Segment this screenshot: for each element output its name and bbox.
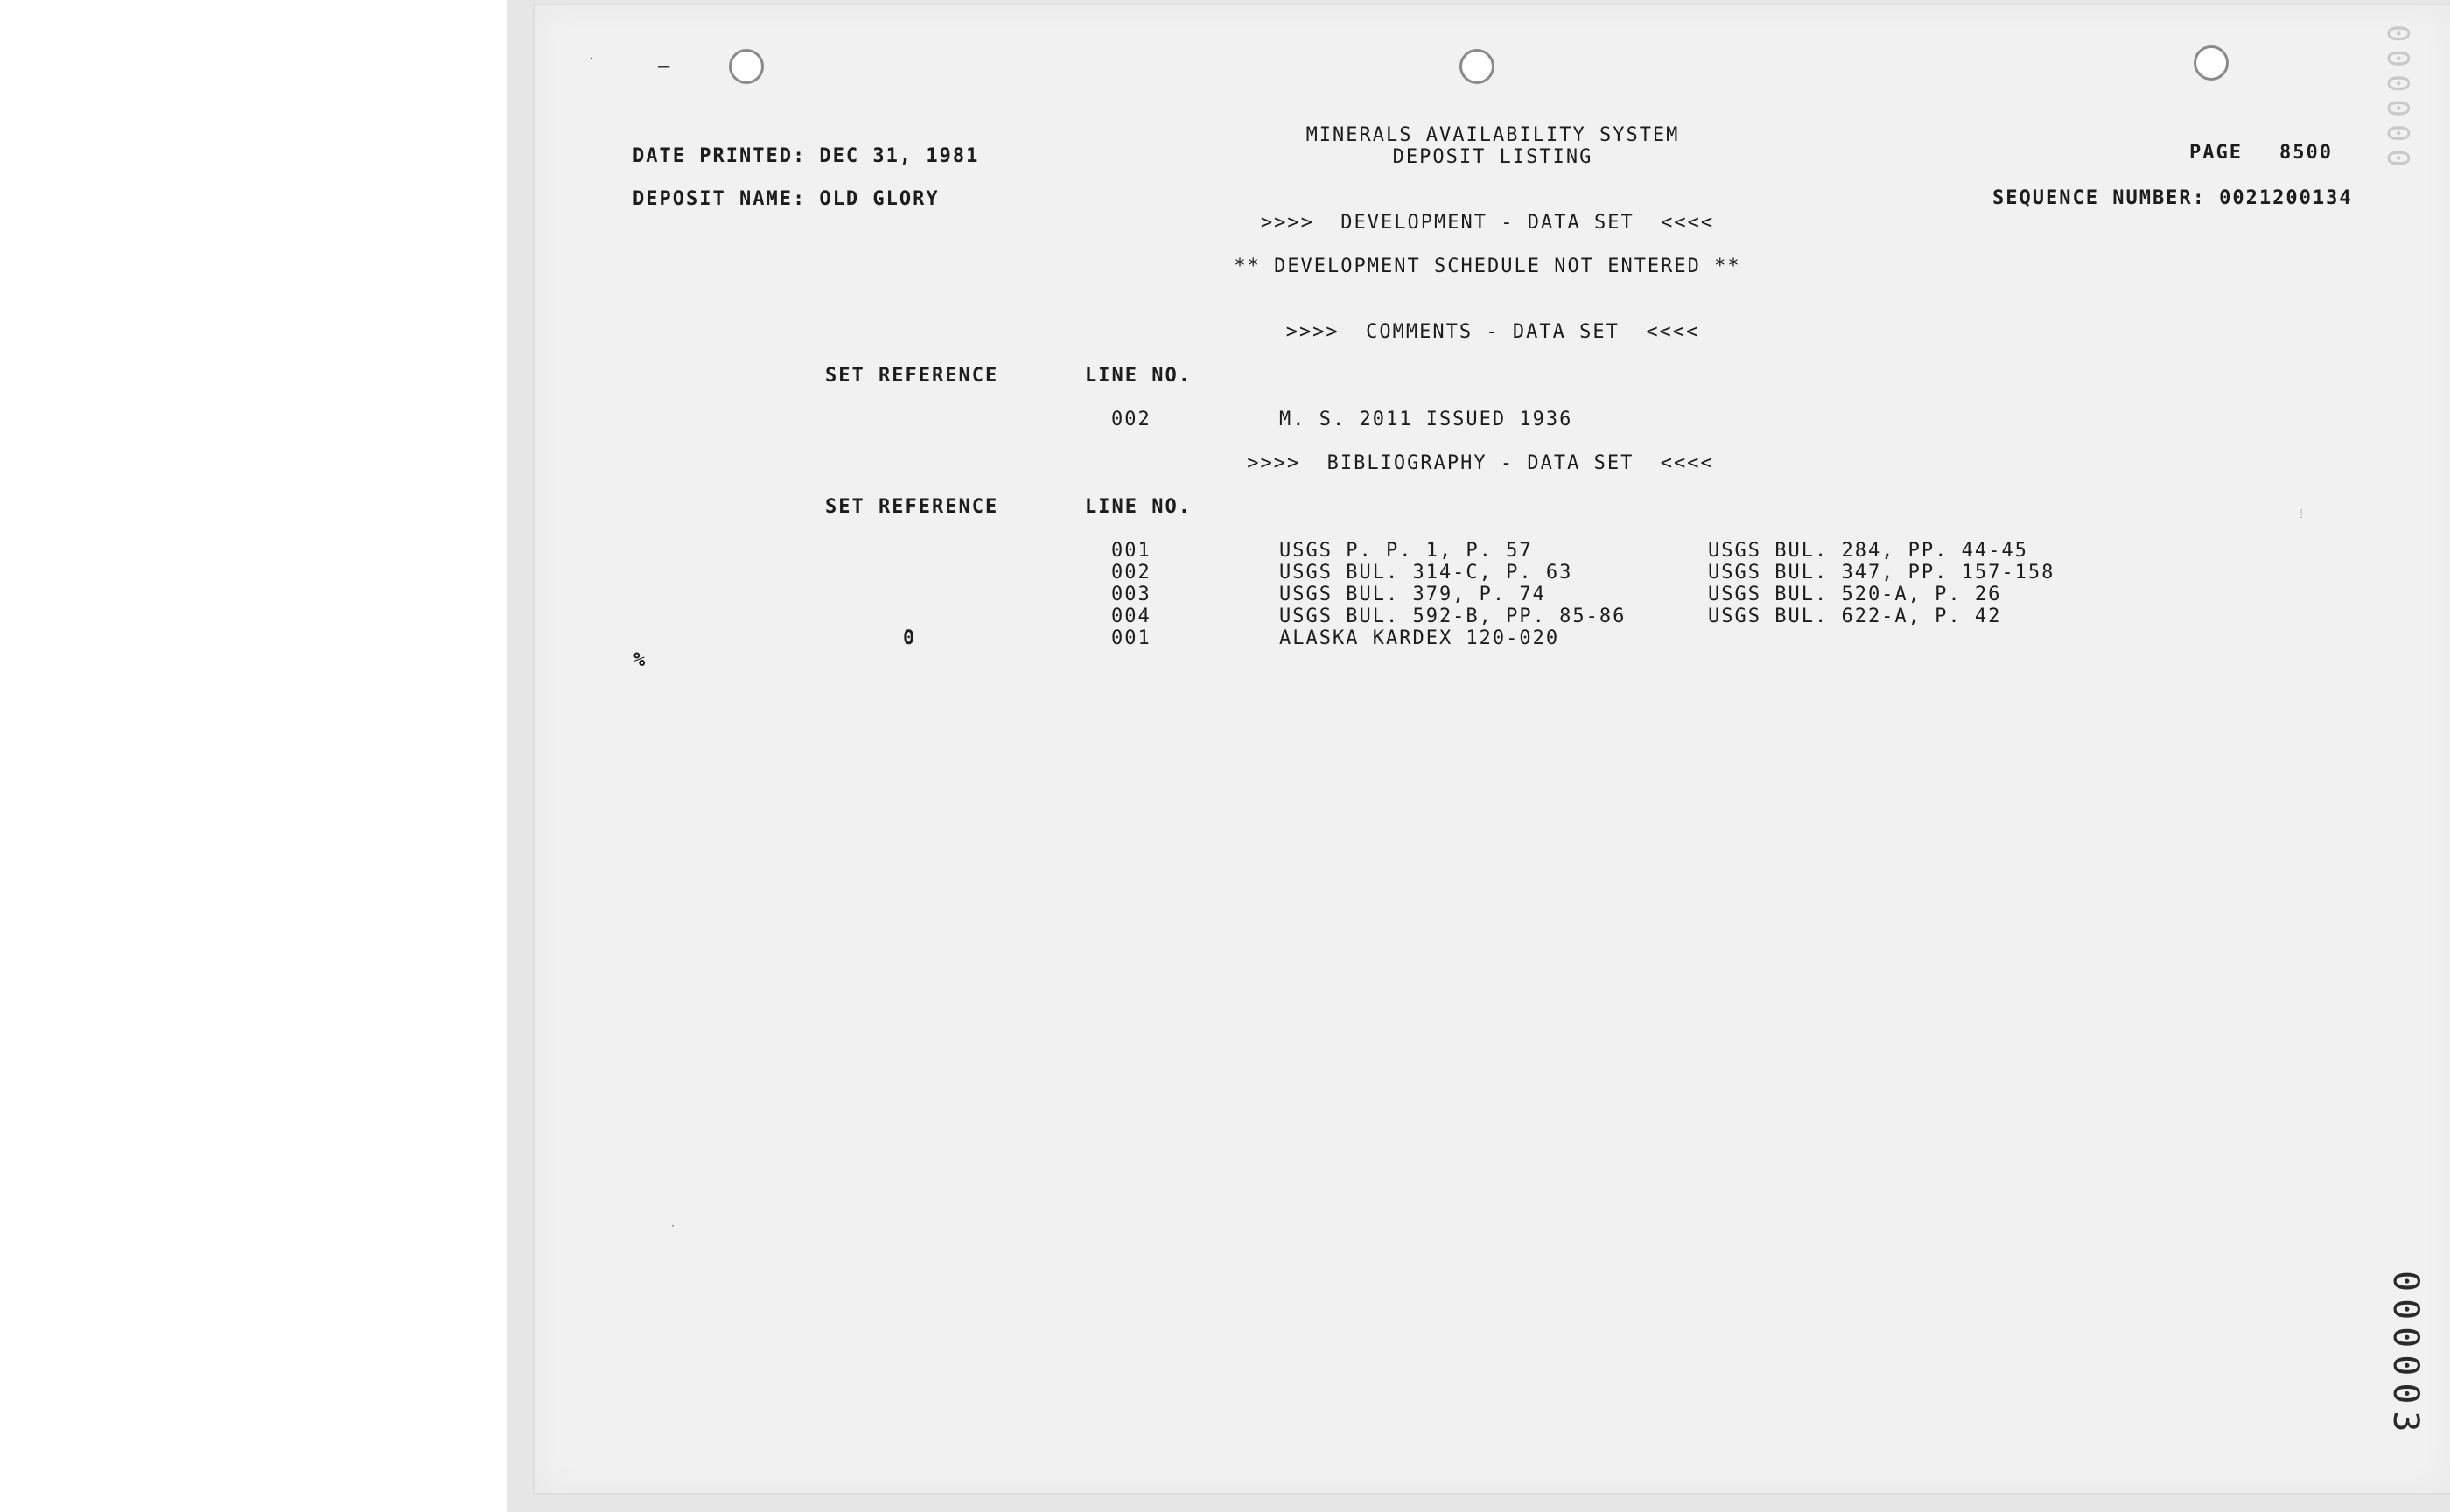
- page-number: 8500: [2279, 142, 2333, 164]
- comments-col-set-reference: SET REFERENCE: [825, 365, 999, 387]
- bib-set-reference: 0: [903, 627, 917, 649]
- scan-speck-3: ⁞: [2298, 508, 2306, 522]
- development-note: ** DEVELOPMENT SCHEDULE NOT ENTERED **: [1234, 256, 1741, 277]
- comments-heading: >>>> COMMENTS - DATA SET <<<<: [1285, 321, 1700, 343]
- bib-line-no: 001: [1111, 540, 1152, 562]
- deposit-name: DEPOSIT NAME: OLD GLORY: [633, 188, 940, 210]
- bib-ref-secondary: USGS BUL. 520-A, P. 26: [1708, 584, 2002, 606]
- comment-line-no: 002: [1111, 409, 1152, 430]
- comments-col-line-no: LINE NO.: [1085, 365, 1192, 387]
- binder-hole-right: [2194, 46, 2229, 80]
- system-title: MINERALS AVAILABILITY SYSTEM: [1306, 124, 1680, 146]
- binder-hole-center: [1460, 49, 1494, 84]
- binder-hole-left: [729, 49, 764, 84]
- bib-line-no: 004: [1111, 606, 1152, 627]
- bibliography-col-set-reference: SET REFERENCE: [825, 496, 999, 518]
- bib-ref-primary: USGS BUL. 592-B, PP. 85-86: [1279, 606, 1627, 627]
- bib-line-no: 003: [1111, 584, 1152, 606]
- scan-dash: –: [658, 56, 670, 78]
- bibliography-col-line-no: LINE NO.: [1085, 496, 1192, 518]
- development-heading: >>>> DEVELOPMENT - DATA SET <<<<: [1260, 212, 1715, 234]
- bib-line-no: 001: [1111, 627, 1152, 649]
- page-label: PAGE: [2189, 142, 2243, 164]
- bibliography-heading: >>>> BIBLIOGRAPHY - DATA SET <<<<: [1247, 452, 1714, 474]
- bib-line-no: 002: [1111, 562, 1152, 584]
- scan-speck-1: ·: [588, 52, 596, 66]
- bib-ref-primary: USGS BUL. 379, P. 74: [1279, 584, 1546, 606]
- bib-ref-secondary: USGS BUL. 622-A, P. 42: [1708, 606, 2002, 627]
- listing-title: DEPOSIT LISTING: [1392, 146, 1593, 168]
- end-of-record-mark: %: [634, 649, 648, 671]
- comment-text: M. S. 2011 ISSUED 1936: [1279, 409, 1573, 430]
- frame-number-stamp-faint: 000000: [2380, 24, 2415, 174]
- bib-ref-primary: USGS BUL. 314-C, P. 63: [1279, 562, 1573, 584]
- bib-ref-secondary: USGS BUL. 347, PP. 157-158: [1708, 562, 2055, 584]
- frame-number-stamp: 000003: [2385, 1270, 2426, 1439]
- bib-ref-primary: ALASKA KARDEX 120-020: [1279, 627, 1560, 649]
- bib-ref-secondary: USGS BUL. 284, PP. 44-45: [1708, 540, 2028, 562]
- scan-speck-2: ·: [670, 1222, 676, 1231]
- bib-ref-primary: USGS P. P. 1, P. 57: [1279, 540, 1533, 562]
- sequence-number: SEQUENCE NUMBER: 0021200134: [1992, 187, 2353, 209]
- date-printed: DATE PRINTED: DEC 31, 1981: [633, 145, 980, 167]
